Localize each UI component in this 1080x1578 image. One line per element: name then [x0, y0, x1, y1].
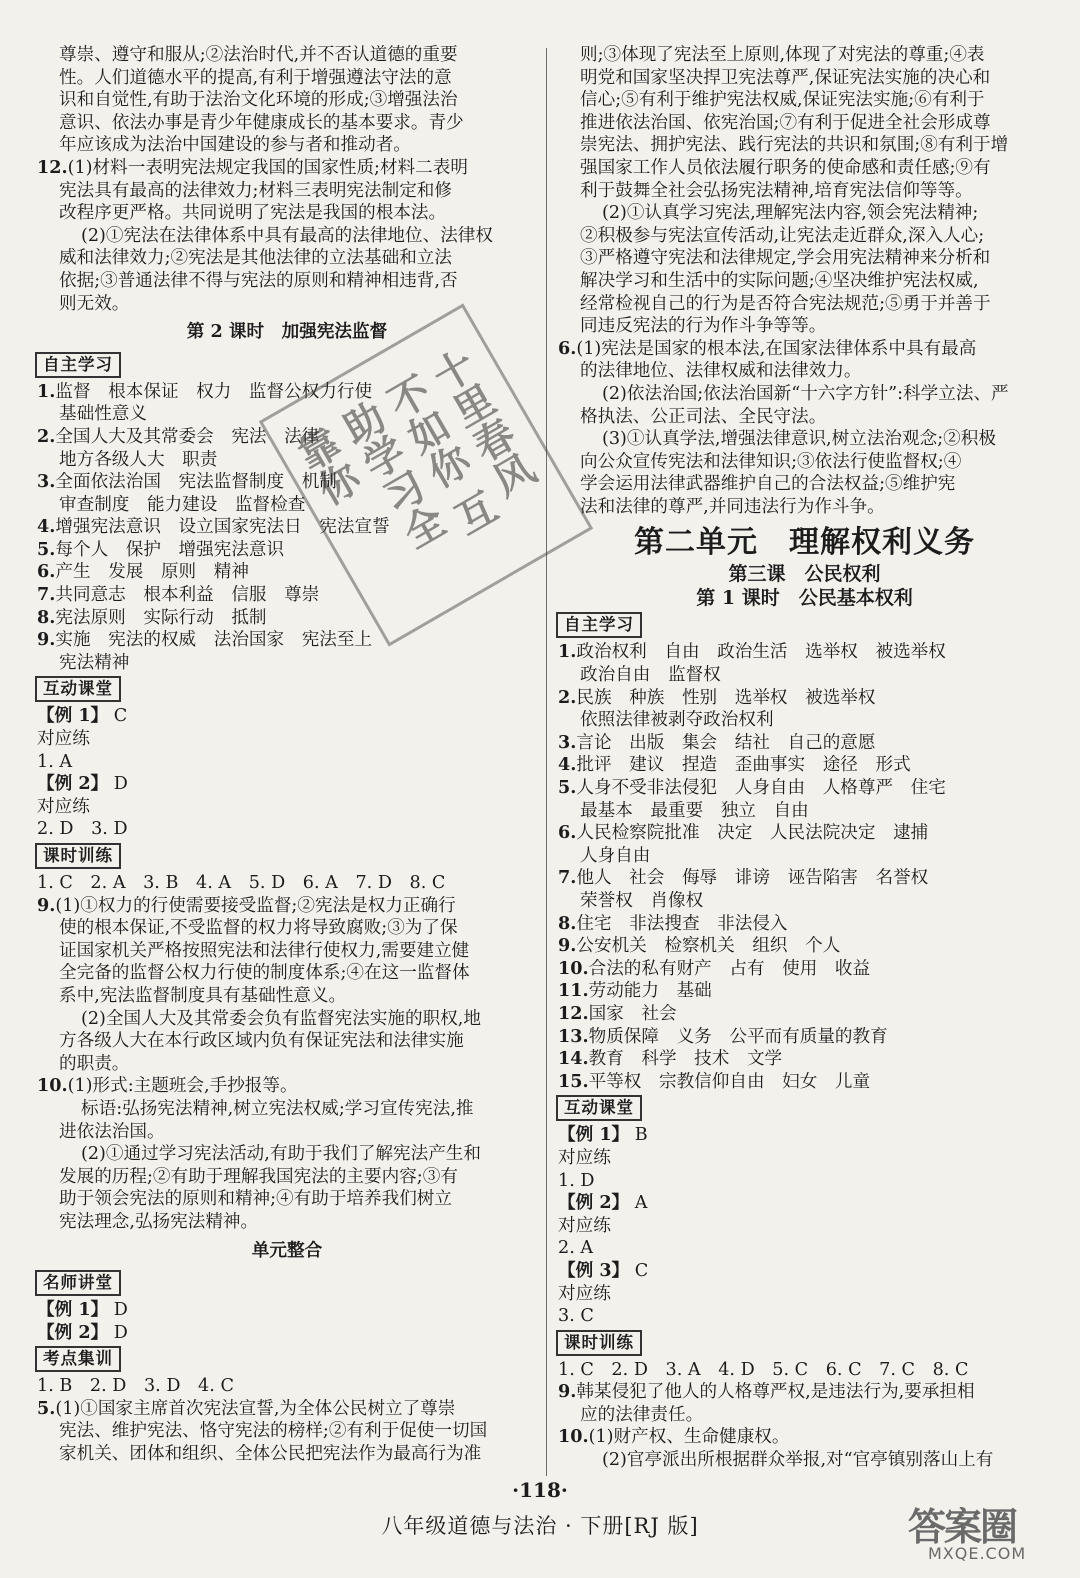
- example-text: B: [629, 1125, 648, 1146]
- example-text: D: [108, 774, 128, 795]
- item-number: 9.: [37, 629, 56, 651]
- item-text: 言论 出版 集会 结社 自己的意愿: [576, 732, 876, 753]
- column-divider: [546, 48, 547, 1476]
- example-label: 【例 2】: [37, 1321, 109, 1343]
- answer-10: [37, 1075, 537, 1098]
- example-line: [558, 1237, 1051, 1260]
- item-number: 14.: [558, 1048, 589, 1070]
- item-number: 12.: [558, 1002, 589, 1024]
- item-text: 全面依法治国 宪法监督制度 机制: [55, 472, 337, 493]
- section-header: [37, 674, 537, 705]
- self-study-item: [558, 913, 1051, 936]
- continued-answer-line: 信心;⑤有利于维护宪法权威,保证宪法实施;⑥有利于: [580, 90, 985, 111]
- book-name: 八年级道德与法治 · 下册[RJ 版]: [381, 1514, 699, 1538]
- example-text: 2. A: [558, 1238, 594, 1259]
- continued-answer-line: 利于鼓舞全社会弘扬宪法精神,培育宪法信仰等等。: [580, 180, 973, 201]
- continued-answer-line: 性。人们道德水平的提高,有利于增强遵法守法的意: [59, 67, 452, 88]
- answer-5-part2: (2)①认真学习宪法,理解宪法内容,领会宪法精神;: [602, 203, 979, 224]
- answer-5: [37, 1398, 537, 1421]
- item-number: 7.: [558, 867, 577, 889]
- item-text-cont: 家机关、团体和组织、全体公民把宪法作为最高行为准: [59, 1444, 482, 1465]
- watermark-url: MXQE.COM: [928, 1544, 1027, 1563]
- item-number: 5.: [37, 1397, 56, 1419]
- example-line: [37, 705, 537, 728]
- item-text-cont: 宪法精神: [59, 652, 130, 673]
- self-study-item: [558, 1071, 1051, 1094]
- example-line: [37, 1299, 537, 1322]
- item-number: 10.: [37, 1075, 68, 1097]
- section-header: [37, 841, 537, 872]
- example-text: C: [629, 1260, 649, 1281]
- item-text: 实施 宪法的权威 法治国家 宪法至上: [55, 630, 373, 651]
- watermark-logo-text: 答案圈: [908, 1505, 1017, 1549]
- item-number: 6.: [558, 337, 577, 359]
- example-line: [37, 728, 537, 751]
- self-study-item: [37, 629, 537, 652]
- item-text-cont: 人身自由: [580, 845, 651, 866]
- section-header: [558, 1093, 1051, 1124]
- answer-12-part2: (2)①宪法在法律体系中具有最高的法律地位、法律权: [81, 225, 493, 246]
- item-text: (1)财产权、生命健康权。: [588, 1427, 790, 1448]
- answer-6: [558, 338, 1051, 361]
- example-label: 【例 1】: [37, 705, 109, 727]
- item-text: 批评 建议 捏造 歪曲事实 途径 形式: [576, 755, 911, 776]
- continued-answer-line: 明党和国家坚决捍卫宪法尊严,保证宪法实施的决心和: [580, 67, 991, 88]
- answer-10-part2: 发展的历程;②有助于理解我国宪法的主要内容;③有: [59, 1166, 458, 1187]
- example-line: [558, 1170, 1051, 1193]
- item-number: 9.: [37, 894, 56, 916]
- self-study-item: [558, 641, 1051, 664]
- item-number: 2.: [37, 425, 56, 447]
- item-number: 13.: [558, 1025, 589, 1047]
- answer-6-part3: 向公众宣传宪法和法律知识;③依法行使监督权;④: [580, 451, 962, 472]
- example-text: 对应练: [37, 796, 90, 817]
- example-line: [558, 1124, 1051, 1147]
- self-study-item: [558, 1003, 1051, 1026]
- section-label: 自主学习: [35, 352, 121, 378]
- lesson-subtitle: 第 1 课时 公民基本权利: [696, 587, 913, 610]
- item-text: 增强宪法意识 设立国家宪法日 宪法宣誓: [55, 517, 390, 538]
- continued-answer-line: 意识、依法办事是青少年健康成长的基本要求。青少: [59, 112, 464, 133]
- item-text: 共同意志 根本利益 信服 尊崇: [55, 585, 320, 606]
- example-line: [558, 1215, 1051, 1238]
- training-answers: 1. C 2. D 3. A 4. D 5. C 6. C 7. C 8. C: [558, 1359, 969, 1380]
- answer-5-part2: 解决学习和生活中的实际问题;④坚决维护宪法权威,: [580, 270, 979, 291]
- item-number: 8.: [37, 606, 56, 628]
- self-study-item: [37, 607, 537, 630]
- self-study-item: [558, 980, 1051, 1003]
- item-number: 3.: [558, 731, 577, 753]
- item-text: 民族 种族 性别 选举权 被选举权: [576, 687, 876, 708]
- item-text-cont: 的法律地位、法律权威和法律效力。: [580, 361, 862, 382]
- answer-5-part2: ③严格遵守宪法和法律规定,学会用宪法精神来分析和: [580, 248, 991, 269]
- section-label: 互动课堂: [556, 1095, 642, 1121]
- answer-9-part2: 的职责。: [59, 1053, 130, 1074]
- answer-12-part2: 威和法律效力;②宪法是其他法律的立法基础和立法: [59, 248, 452, 269]
- item-number: 11.: [558, 980, 589, 1002]
- item-number: 10.: [558, 957, 589, 979]
- item-number: 2.: [558, 686, 577, 708]
- item-text: 住宅 非法搜查 非法侵入: [576, 913, 788, 934]
- item-number: 4.: [37, 516, 56, 538]
- item-text-cont: 宪法、维护宪法、恪守宪法的榜样;②有利于促使一切国: [59, 1421, 488, 1442]
- watermark-logo: [908, 1496, 1058, 1566]
- item-text: (1)宪法是国家的根本法,在国家法律体系中具有最高: [576, 338, 977, 359]
- item-number: 6.: [37, 561, 56, 583]
- section-label: 名师讲堂: [35, 1270, 121, 1296]
- section-header: [558, 610, 1051, 641]
- answer-5-part2: 经常检视自己的行为是否符合宪法规范;⑤勇于并善于: [580, 293, 991, 314]
- example-text: D: [108, 1322, 128, 1343]
- self-study-item: [558, 1048, 1051, 1071]
- item-number: 15.: [558, 1070, 589, 1092]
- item-text: 合法的私有财产 占有 使用 收益: [588, 958, 871, 979]
- continued-answer-line: 识和自觉性,有助于法治文化环境的形成;③增强法治: [59, 90, 458, 111]
- answer-5-part2: ②积极参与宪法宣传活动,让宪法走近群众,深入人心;: [580, 225, 985, 246]
- item-text-cont: 最基本 最重要 独立 自由: [580, 800, 809, 821]
- item-text-cont: 审查制度 能力建设 监督检查: [59, 494, 306, 515]
- item-number: 6.: [558, 822, 577, 844]
- section-label: 课时训练: [35, 843, 121, 869]
- item-text: (1)①国家主席首次宪法宣誓,为全体公民树立了尊崇: [55, 1398, 456, 1419]
- item-number: 8.: [558, 912, 577, 934]
- item-text: (1)形式:主题班会,手抄报等。: [67, 1076, 298, 1097]
- item-number: 1.: [558, 641, 577, 663]
- item-text: 人民检察院批准 决定 人民法院决定 逮捕: [576, 823, 929, 844]
- item-number: 9.: [558, 1381, 577, 1403]
- answer-5-part2: 同违反宪法的行为作斗争等等。: [580, 316, 827, 337]
- example-label: 【例 3】: [558, 1259, 630, 1281]
- item-text: 劳动能力 基础: [588, 981, 712, 1002]
- item-text-cont: 基础性意义: [59, 404, 147, 425]
- left-column: [37, 44, 537, 1466]
- answer-10: [558, 1426, 1051, 1449]
- self-study-item: [558, 1026, 1051, 1049]
- item-text: 监督 根本保证 权力 监督公权力行使: [55, 381, 373, 402]
- answer-12-part2: 依据;③普通法律不得与宪法的原则和精神相违背,否: [59, 270, 458, 291]
- answer-10-part2: 宪法理念,弘扬宪法精神。: [59, 1211, 259, 1232]
- example-label: 【例 1】: [37, 1299, 109, 1321]
- example-line: [558, 1147, 1051, 1170]
- continued-answer-line: 尊崇、遵守和服从;②法治时代,并不否认道德的重要: [59, 45, 458, 65]
- example-text: 1. A: [37, 751, 73, 772]
- item-text: 他人 社会 侮辱 诽谤 诬告陷害 名誉权: [576, 868, 929, 889]
- answer-9-part2: 方各级人大在本行政区域内负有保证宪法和法律实施: [59, 1031, 464, 1052]
- item-text: (1)①权力的行使需要接受监督;②宪法是权力正确行: [55, 895, 456, 916]
- continued-answer-line: 则;③体现了宪法至上原则,体现了对宪法的尊重;④表: [580, 45, 985, 65]
- answer-12-part2: 则无效。: [59, 293, 130, 314]
- example-text: 2. D 3. D: [37, 819, 128, 840]
- example-line: [37, 796, 537, 819]
- section-label: 自主学习: [556, 612, 642, 638]
- item-text: 物质保障 义务 公平而有质量的教育: [588, 1026, 888, 1047]
- item-text-cont: 荣誉权 肖像权: [580, 891, 704, 911]
- item-number: 1.: [37, 380, 56, 402]
- item-text: 公安机关 检察机关 组织 个人: [576, 936, 841, 957]
- section-header: [37, 1344, 537, 1375]
- lesson-title: 第三课 公民权利: [728, 563, 881, 586]
- example-line: [37, 818, 537, 841]
- example-line: [558, 1305, 1051, 1328]
- example-line: [558, 1283, 1051, 1306]
- item-text: 平等权 宗教信仰自由 妇女 儿童: [588, 1071, 871, 1092]
- self-study-item: [558, 935, 1051, 958]
- item-text: 产生 发展 原则 精神: [55, 562, 249, 583]
- answer-10-part2: (2)①通过学习宪法活动,有助于我们了解宪法产生和: [81, 1144, 481, 1165]
- item-text: 国家 社会: [588, 1003, 677, 1024]
- section-label: 考点集训: [35, 1346, 121, 1372]
- example-label: 【例 2】: [37, 773, 109, 795]
- item-text-cont: 系中,宪法监督制度具有基础性意义。: [59, 985, 347, 1006]
- item-number: 9.: [558, 935, 577, 957]
- item-text-cont: 地方各级人大 职责: [59, 449, 218, 470]
- example-text: D: [108, 1300, 128, 1321]
- answer-10-part2: (2)官亭派出所根据群众举报,对“官亭镇别落山上有: [602, 1450, 994, 1471]
- answer-9: [37, 895, 537, 918]
- item-text: 韩某侵犯了他人的人格尊严权,是违法行为,要承担相: [576, 1382, 975, 1403]
- answer-6-part2: 格执法、公正司法、全民守法。: [580, 406, 827, 427]
- example-text: C: [108, 706, 128, 727]
- item-number: 5.: [558, 777, 577, 799]
- item-text-cont: 政治自由 监督权: [580, 665, 721, 686]
- continued-answer-line: 推进依法治国、依宪治国;⑦有利于促进全社会形成尊: [580, 112, 991, 133]
- answer-6-part3: (3)①认真学法,增强法律意识,树立法治观念;②积极: [602, 429, 996, 450]
- example-text: 对应练: [558, 1283, 611, 1304]
- unit-title: 第二单元 理解权利义务: [634, 525, 975, 561]
- item-number: 7.: [37, 584, 56, 606]
- answer-9: [558, 1381, 1051, 1404]
- example-text: 对应练: [558, 1215, 611, 1236]
- right-column: [558, 44, 1051, 1472]
- answer-6-part3: 学会运用法律武器维护自己的合法权益;⑤维护宪: [580, 474, 956, 495]
- self-study-item: [558, 687, 1051, 710]
- section-header: [37, 1268, 537, 1299]
- example-line: [558, 1260, 1051, 1283]
- item-number: 12.: [37, 156, 68, 178]
- item-number: 4.: [558, 754, 577, 776]
- item-text-cont: 改程序更严格。共同说明了宪法是我国的根本法。: [59, 203, 447, 224]
- section-label: 互动课堂: [35, 676, 121, 702]
- self-study-item: [558, 867, 1051, 890]
- answer-10-part2: 助于领会宪法的原则和精神;④有助于培养我们树立: [59, 1189, 452, 1210]
- item-text: 每个人 保护 增强宪法意识: [55, 539, 285, 560]
- self-study-item: [558, 777, 1051, 800]
- answer-10-slogan: 标语:弘扬宪法精神,树立宪法权威;学习宣传宪法,推: [81, 1098, 474, 1119]
- item-text: (1)材料一表明宪法规定我国的国家性质;材料二表明: [67, 157, 468, 178]
- item-text-cont: 宪法具有最高的法律效力;材料三表明宪法制定和修: [59, 180, 452, 201]
- example-label: 【例 1】: [558, 1124, 630, 1146]
- example-text: 1. D: [558, 1170, 595, 1191]
- answer-10-slogan: 进依法治国。: [59, 1121, 165, 1142]
- example-line: [37, 1322, 537, 1345]
- continued-answer-line: 强国家工作人员依法履行职务的使命感和责任感;⑨有: [580, 157, 991, 178]
- lesson-title: 第 2 课时 加强宪法监督: [186, 321, 388, 343]
- item-text: 人身不受非法侵犯 人身自由 人格尊严 住宅: [576, 778, 946, 799]
- seal-stamp: 十里春风不如你 互助学习全靠你: [259, 303, 593, 646]
- answer-6-part2: (2)依法治国;依法治国新“十六字方针”:科学立法、严: [602, 383, 1009, 404]
- answer-9-part2: (2)全国人大及其常委会负有监督宪法实施的职权,地: [81, 1008, 481, 1029]
- item-text-cont: 应的法律责任。: [580, 1404, 704, 1425]
- self-study-item: [558, 958, 1051, 981]
- self-study-item: [558, 732, 1051, 755]
- example-text: 3. C: [558, 1306, 594, 1327]
- item-text: 政治权利 自由 政治生活 选举权 被选举权: [576, 642, 946, 663]
- example-line: [37, 751, 537, 774]
- item-text-cont: 全完备的监督公权力行使的制度体系;④在这一监督体: [59, 963, 470, 984]
- item-text: 宪法原则 实际行动 抵制: [55, 607, 267, 628]
- item-number: 5.: [37, 538, 56, 560]
- answer-12: [37, 157, 537, 180]
- example-text: A: [629, 1193, 648, 1214]
- section-header: [558, 1328, 1051, 1359]
- item-text: 全国人大及其常委会 宪法 法律: [55, 426, 320, 447]
- example-text: 对应练: [558, 1147, 611, 1168]
- unit-summary-title: 单元整合: [251, 1239, 323, 1261]
- example-line: [558, 1192, 1051, 1215]
- section-label: 课时训练: [556, 1330, 642, 1356]
- continued-answer-line: 年应该成为法治中国建设的参与者和推动者。: [59, 135, 411, 156]
- item-number: 3.: [37, 471, 56, 493]
- self-study-item: [558, 822, 1051, 845]
- training-answers: 1. C 2. A 3. B 4. A 5. D 6. A 7. D 8. C: [37, 873, 446, 893]
- answer-6-part3: 法和法律的尊严,并同违法行为作斗争。: [580, 496, 885, 517]
- continued-answer-line: 崇宪法、拥护宪法、践行宪法的共识和氛围;⑧有利于增: [580, 135, 1009, 156]
- item-text: 教育 科学 技术 文学: [588, 1049, 783, 1070]
- example-line: [37, 773, 537, 796]
- item-text-cont: 使的根本保证,不受监督的权力将导致腐败;③为了保: [59, 918, 458, 939]
- item-text-cont: 依照法律被剥夺政治权利: [580, 710, 774, 731]
- item-text-cont: 证国家机关严格按照宪法和法律行使权力,需要建立健: [59, 940, 470, 961]
- example-text: 对应练: [37, 729, 90, 750]
- exam-answers: 1. B 2. D 3. D 4. C: [37, 1376, 234, 1397]
- item-number: 10.: [558, 1426, 589, 1448]
- example-label: 【例 2】: [558, 1192, 630, 1214]
- self-study-item: [558, 754, 1051, 777]
- page-number: ·118·: [512, 1478, 568, 1502]
